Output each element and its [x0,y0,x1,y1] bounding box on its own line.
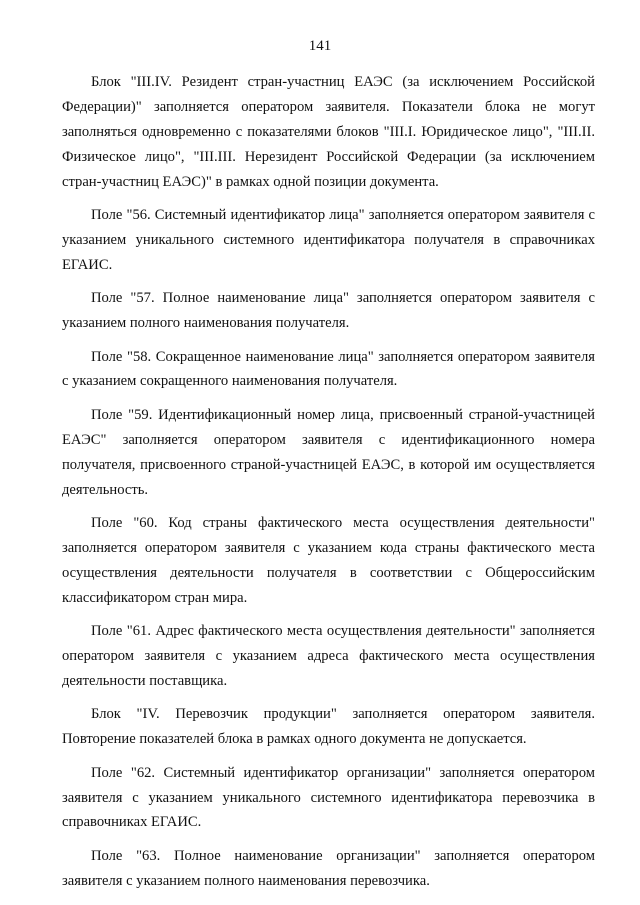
paragraph-field-59: Поле "59. Идентификационный номер лица, присвоенный страной-участницей ЕАЭС" заполняется оператором заявителя с идентификационного номера получателя, присвоенного страной-участницей ЕАЭС, в которой им осуществляется деятельность. [62,406,595,498]
paragraph-field-63: Поле "63. Полное наименование организации" заполняется оператором заявителя с указанием полного наименования перевозчика. [62,847,595,889]
paragraph-field-62: Поле "62. Системный идентификатор организации" заполняется оператором заявителя с указанием уникального системного идентификатора перевозчика в справочниках ЕГАИС. [62,764,595,831]
document-body [62,70,595,902]
paragraph-field-56: Поле "56. Системный идентификатор лица" заполняется оператором заявителя с указанием уникального системного идентификатора получателя в справочниках ЕГАИС. [62,207,595,273]
paragraph-field-58: Поле "58. Сокращенное наименование лица" заполняется оператором заявителя с указанием сокращенного наименования получателя. [62,348,595,390]
paragraph-field-60: Поле "60. Код страны фактического места осуществления деятельности" заполняется оператором заявителя с указанием кода страны фактического места осуществления деятельности получателя в соответствии с Общероссийским классификатором стран мира. [62,515,595,606]
paragraph-block-iv: Блок "IV. Перевозчик продукции" заполняется оператором заявителя. Повторение показателей блока в рамках одного документа не допускается. [62,706,595,748]
paragraph-field-61: Поле "61. Адрес фактического места осуществления деятельности" заполняется оператором заявителя с указанием адреса фактического места осуществления деятельности поставщика. [62,623,595,689]
paragraph-block-iii-iv: Блок "III.IV. Резидент стран-участниц ЕАЭС (за исключением Российской Федерации)" заполняется оператором заявителя. Показатели блока не могут заполняться одновременно с показателями блоков "III.I. Юридическое лицо", "III.II. Физическое лицо", "III.III. Нерезидент Российской Федерации (за исключением стран-участниц ЕАЭС)" в рамках одной позиции документа. [62,74,595,190]
paragraph-field-57: Поле "57. Полное наименование лица" заполняется оператором заявителя с указанием полного наименования получателя. [62,290,595,332]
page-number: 141 [308,38,332,54]
